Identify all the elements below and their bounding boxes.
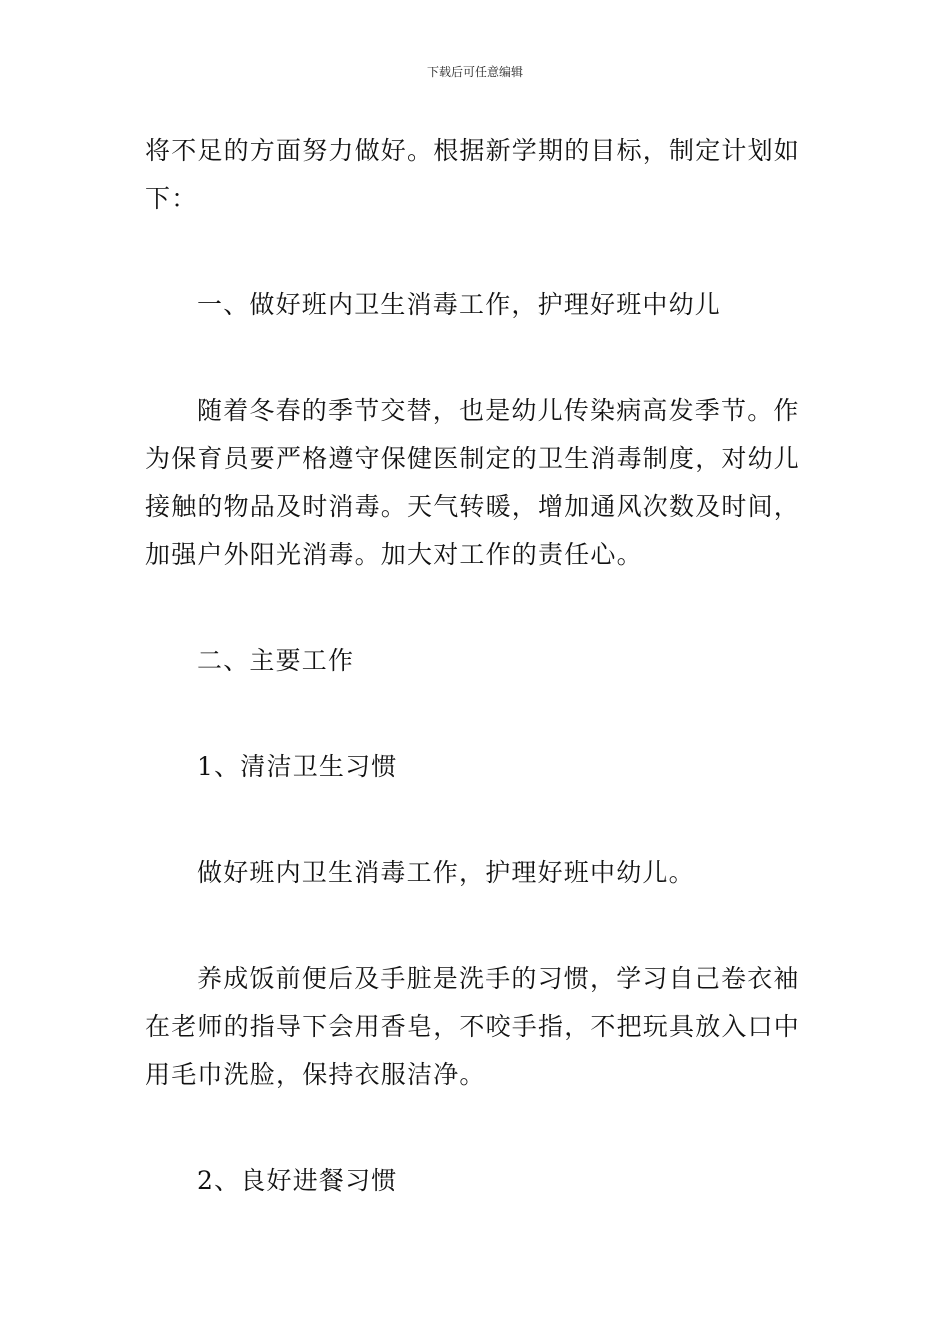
paragraph-gap: [145, 897, 810, 955]
paragraph-gap: [145, 329, 810, 387]
page-header-note: 下载后可任意编辑: [426, 65, 523, 79]
paragraph-gap: [145, 791, 810, 849]
paragraph-handwashing: 养成饭前便后及手脏是洗手的习惯，学习自己卷衣袖在老师的指导下会用香皂，不咬手指，不把玩具放入口中用毛巾洗脸，保持衣服洁净。: [145, 964, 801, 1089]
subheading-eating-habits: 2、良好进餐习惯: [197, 1166, 398, 1195]
paragraph-gap: [145, 685, 810, 743]
paragraph-gap: [145, 579, 810, 637]
paragraph-gap: [145, 223, 810, 281]
section-heading-two: 二、主要工作: [197, 646, 355, 675]
paragraph-gap: [145, 1099, 810, 1157]
paragraph-cleanliness-intro: 做好班内卫生消毒工作，护理好班中幼儿。: [197, 858, 695, 887]
paragraph-hygiene: 随着冬春的季节交替，也是幼儿传染病高发季节。作为保育员要严格遵守保健医制定的卫生消毒制度，对幼儿接触的物品及时消毒。天气转暖，增加通风次数及时间，加强户外阳光消毒。加大对工作的责任心。: [145, 396, 801, 569]
subheading-cleanliness: 1、清洁卫生习惯: [197, 752, 398, 781]
paragraph-continuation: 将不足的方面努力做好。根据新学期的目标，制定计划如下：: [145, 136, 801, 213]
section-heading-one: 一、做好班内卫生消毒工作，护理好班中幼儿: [197, 290, 722, 319]
document-body: [145, 127, 810, 1205]
